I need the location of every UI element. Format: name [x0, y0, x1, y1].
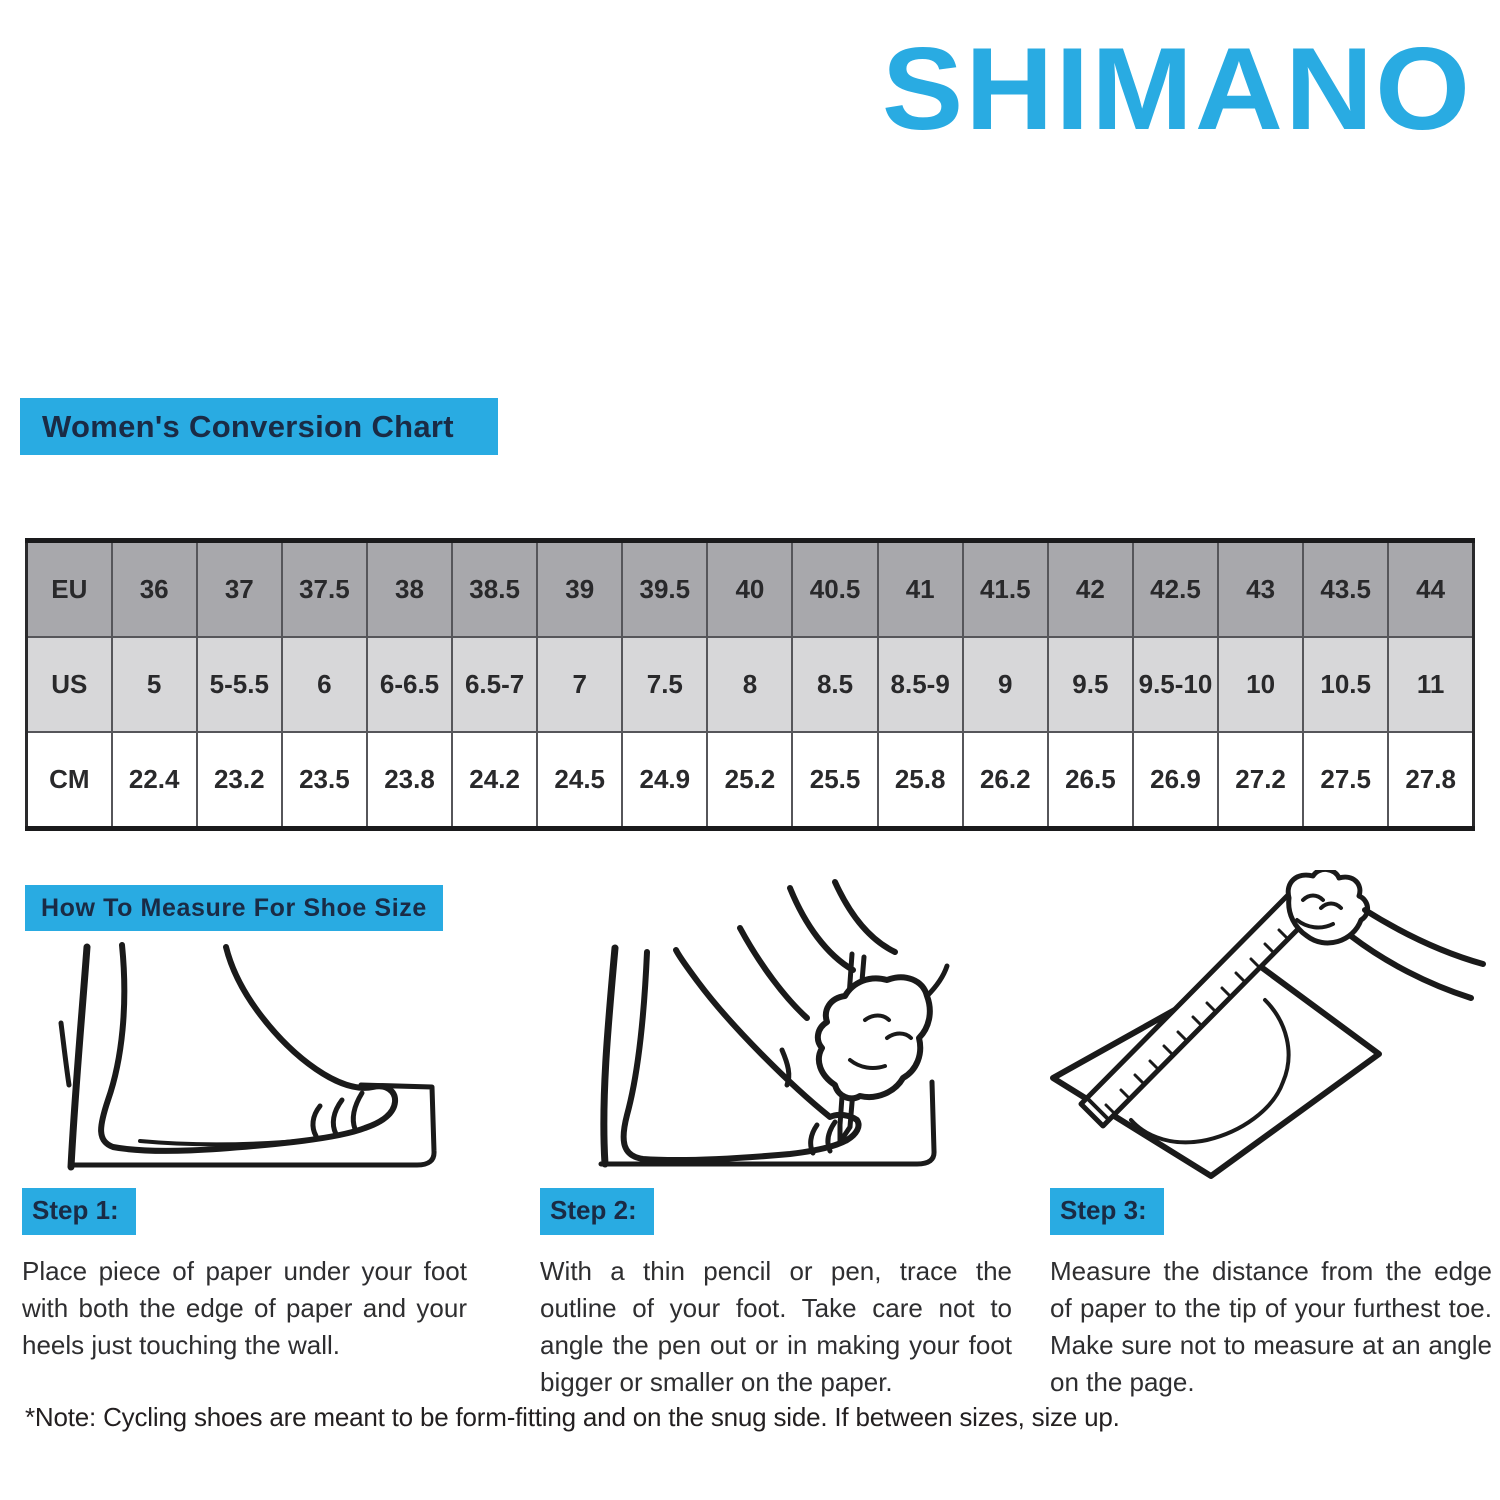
- size-cell: 23.2: [197, 732, 282, 829]
- size-cell: 25.8: [878, 732, 963, 829]
- step-2-text: With a thin pencil or pen, trace the outline of your foot. Take care not to angle the pen out or in making your foot bigger or smaller on the paper.: [540, 1256, 1012, 1397]
- size-cell: 24.9: [622, 732, 707, 829]
- measuring-ruler-illustration: [1035, 870, 1490, 1180]
- size-cell: 8.5: [792, 637, 877, 732]
- size-cell: 43.5: [1303, 541, 1388, 638]
- size-cell: 42.5: [1133, 541, 1218, 638]
- size-cell: 6.5-7: [452, 637, 537, 732]
- size-cell: 9.5: [1048, 637, 1133, 732]
- size-cell: 23.8: [367, 732, 452, 829]
- step-2-block: [540, 1188, 1012, 1401]
- size-cell: 26.5: [1048, 732, 1133, 829]
- tracing-foot-illustration: [535, 870, 1025, 1180]
- size-table-row-us: [27, 637, 1474, 732]
- size-cell: 38.5: [452, 541, 537, 638]
- size-cell: 7.5: [622, 637, 707, 732]
- step-1-label: Step 1:: [22, 1188, 136, 1235]
- sizing-footnote: *Note: Cycling shoes are meant to be form-fitting and on the snug side. If between sizes, size up.: [25, 1402, 1120, 1432]
- size-cell: 39.5: [622, 541, 707, 638]
- size-cell: 44: [1388, 541, 1473, 638]
- size-cell: 40: [707, 541, 792, 638]
- foot-against-wall-illustration: [25, 935, 495, 1180]
- size-cell: 37.5: [282, 541, 367, 638]
- step-1-block: [22, 1188, 467, 1364]
- size-table-body: [27, 541, 1474, 829]
- size-cell: 25.2: [707, 732, 792, 829]
- size-cell: 9.5-10: [1133, 637, 1218, 732]
- size-cell: 6: [282, 637, 367, 732]
- size-cell: 24.2: [452, 732, 537, 829]
- size-cell: 36: [112, 541, 197, 638]
- size-cell: 9: [963, 637, 1048, 732]
- size-cell: 10: [1218, 637, 1303, 732]
- size-cell: 5: [112, 637, 197, 732]
- size-row-label: US: [27, 637, 112, 732]
- size-cell: 7: [537, 637, 622, 732]
- size-row-label: EU: [27, 541, 112, 638]
- how-to-measure-heading: How To Measure For Shoe Size: [25, 885, 443, 931]
- size-table-row-eu: [27, 541, 1474, 638]
- size-cell: 40.5: [792, 541, 877, 638]
- size-cell: 27.5: [1303, 732, 1388, 829]
- step-2-label: Step 2:: [540, 1188, 654, 1235]
- size-cell: 22.4: [112, 732, 197, 829]
- size-cell: 27.2: [1218, 732, 1303, 829]
- size-cell: 8: [707, 637, 792, 732]
- size-cell: 5-5.5: [197, 637, 282, 732]
- size-conversion-table: [25, 538, 1475, 831]
- size-cell: 24.5: [537, 732, 622, 829]
- shimano-logo: SHIMANO: [881, 23, 1472, 154]
- size-cell: 38: [367, 541, 452, 638]
- step-1-text: Place piece of paper under your foot with both the edge of paper and your heels just touching the wall.: [22, 1256, 467, 1360]
- size-table-row-cm: [27, 732, 1474, 829]
- step-3-block: [1050, 1188, 1492, 1401]
- size-cell: 37: [197, 541, 282, 638]
- size-cell: 27.8: [1388, 732, 1473, 829]
- size-cell: 39: [537, 541, 622, 638]
- step-3-label: Step 3:: [1050, 1188, 1164, 1235]
- size-cell: 43: [1218, 541, 1303, 638]
- size-cell: 26.9: [1133, 732, 1218, 829]
- size-cell: 25.5: [792, 732, 877, 829]
- size-cell: 26.2: [963, 732, 1048, 829]
- size-cell: 41.5: [963, 541, 1048, 638]
- size-cell: 42: [1048, 541, 1133, 638]
- size-cell: 8.5-9: [878, 637, 963, 732]
- size-cell: 23.5: [282, 732, 367, 829]
- size-row-label: CM: [27, 732, 112, 829]
- step-3-text: Measure the distance from the edge of paper to the tip of your furthest toe. Make sure not to measure at an angle on the page.: [1050, 1256, 1492, 1397]
- womens-conversion-chart-title: Women's Conversion Chart: [20, 398, 498, 455]
- size-cell: 10.5: [1303, 637, 1388, 732]
- size-cell: 11: [1388, 637, 1473, 732]
- size-cell: 6-6.5: [367, 637, 452, 732]
- size-cell: 41: [878, 541, 963, 638]
